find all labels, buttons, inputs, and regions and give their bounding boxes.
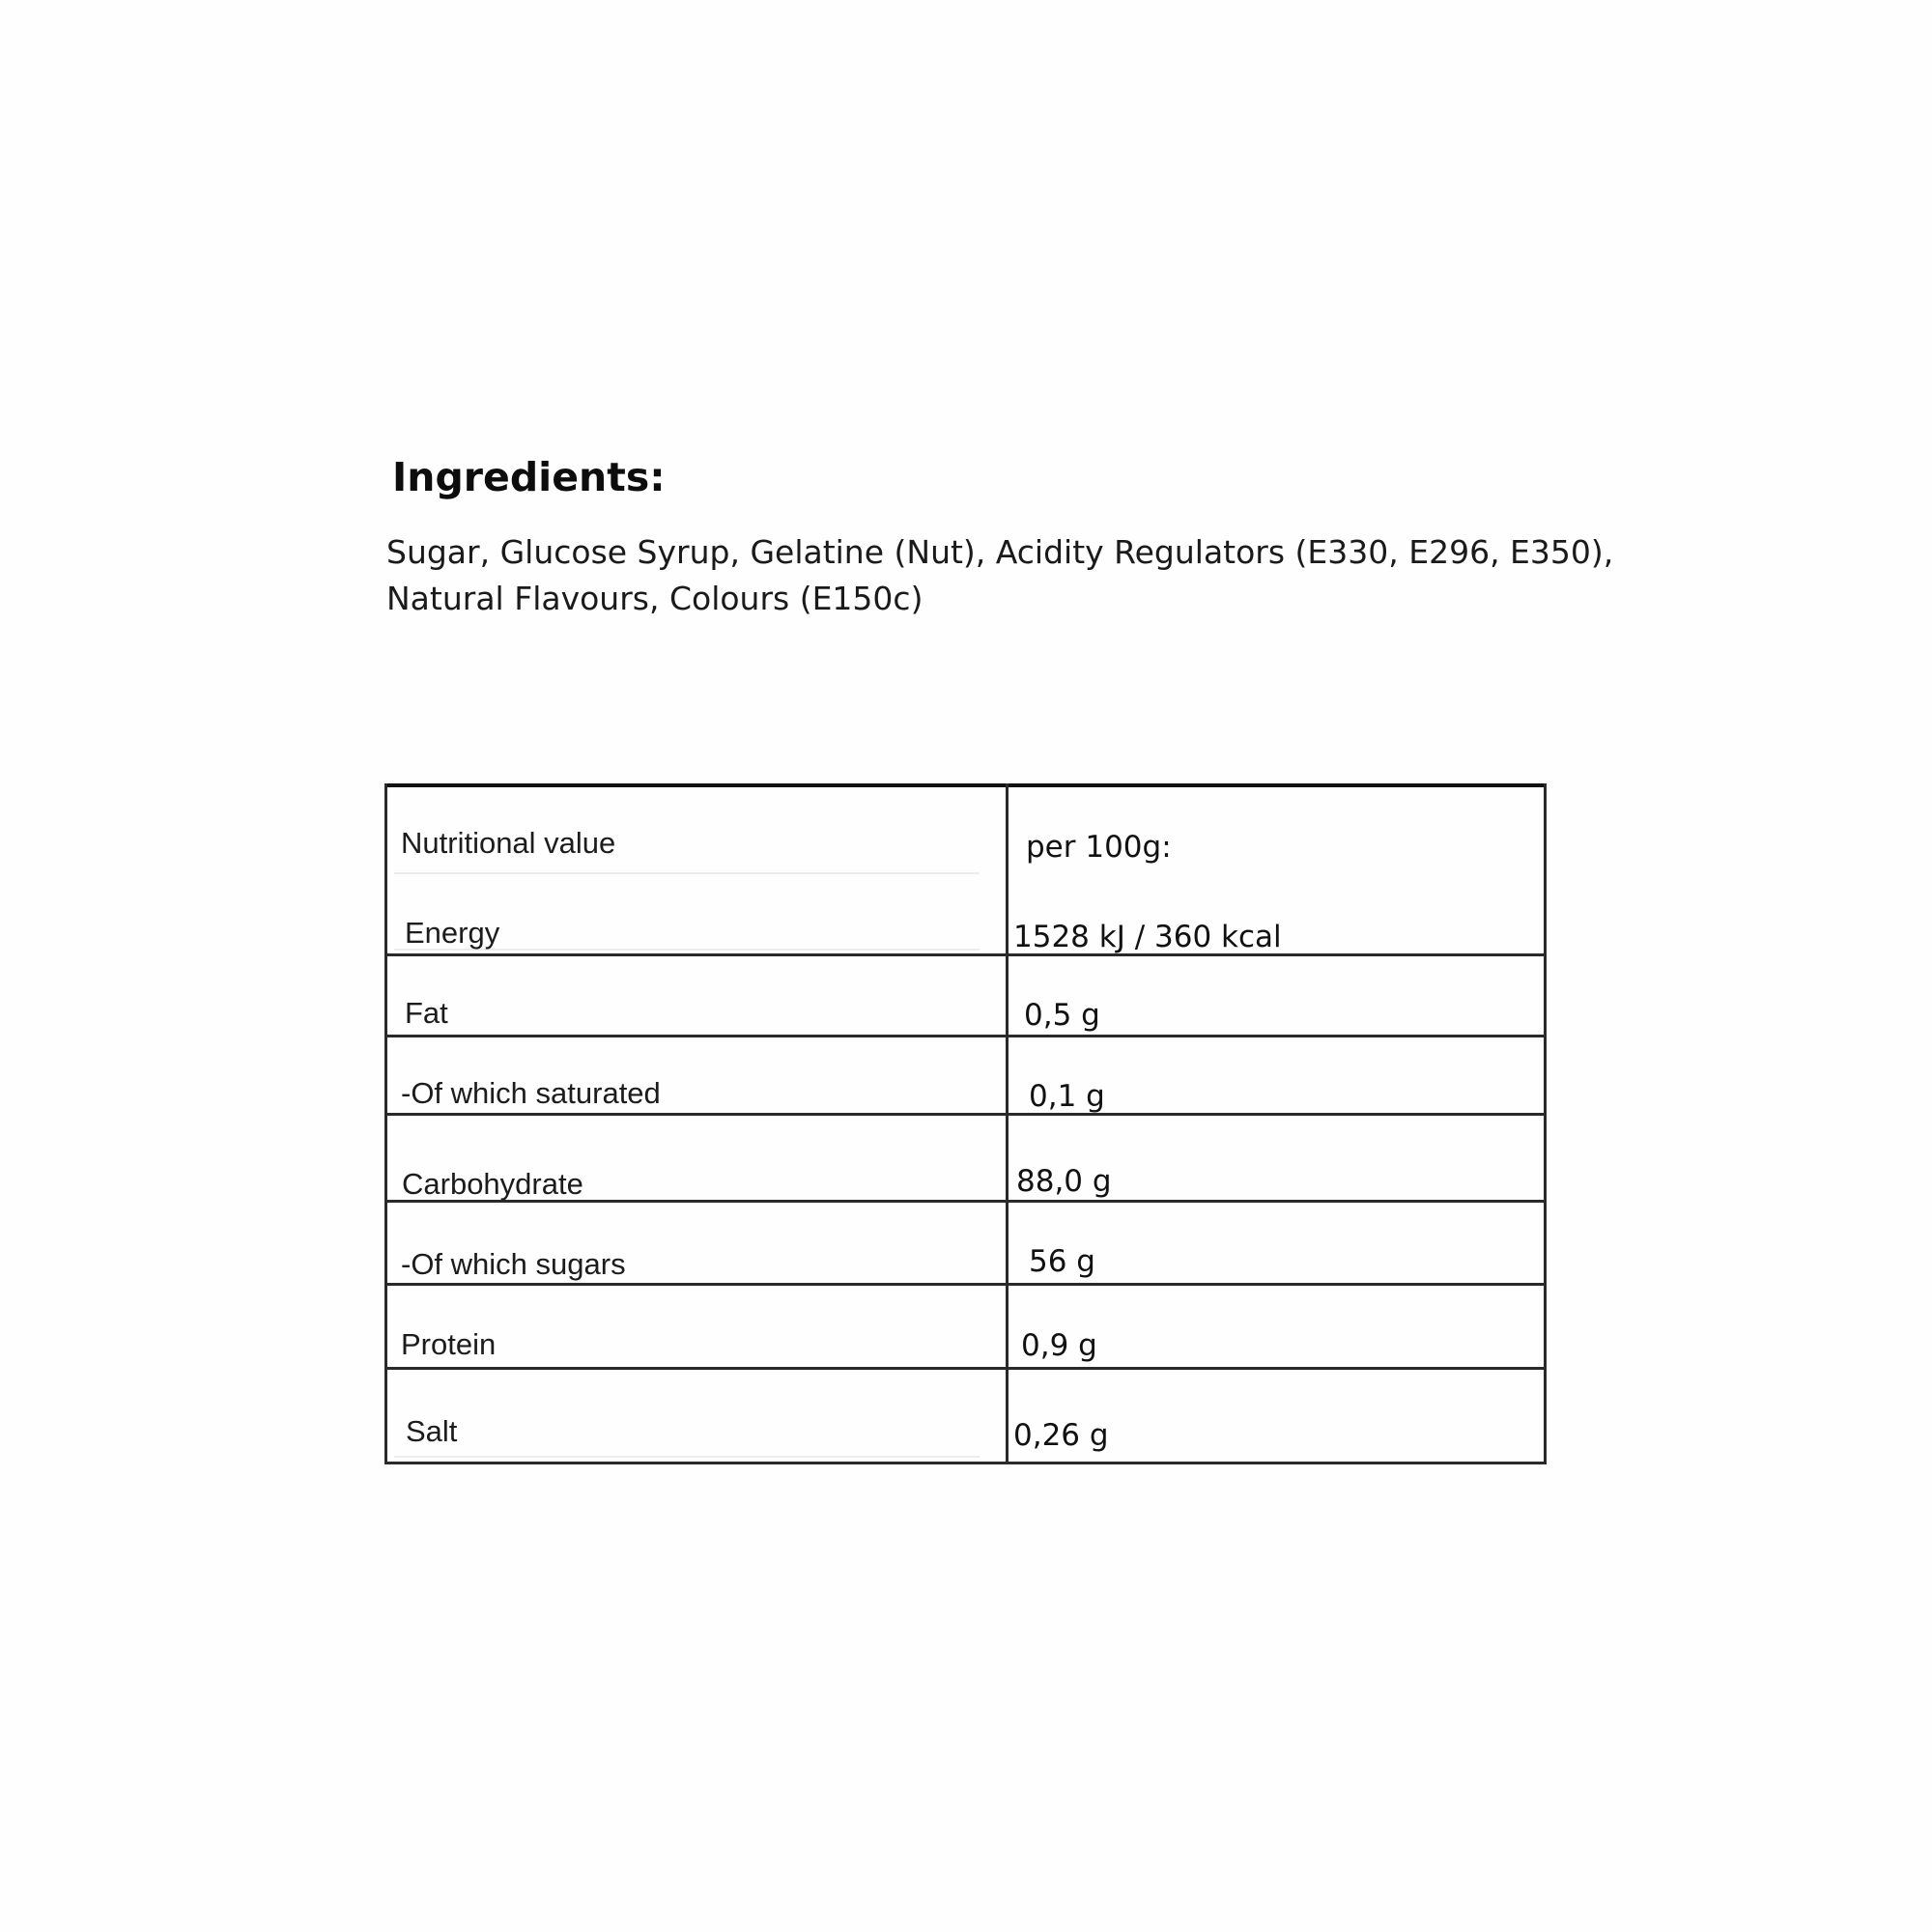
row-value-energy: 1528 kJ / 360 kcal	[1013, 920, 1282, 954]
table-top-border	[384, 783, 1547, 787]
table-left-border	[384, 783, 387, 1464]
faint-rule	[394, 1456, 980, 1458]
table-row-divider	[384, 1035, 1547, 1037]
table-bottom-border	[384, 1462, 1547, 1464]
ingredients-text	[386, 529, 1614, 622]
row-value-carbohydrate: 88,0 g	[1016, 1164, 1112, 1199]
ingredients-line: Natural Flavours, Colours (E150c)	[386, 580, 923, 617]
faint-rule	[394, 872, 980, 874]
row-label-energy: Energy	[405, 916, 500, 950]
row-value-fat: 0,5 g	[1024, 998, 1100, 1033]
table-column-divider	[1006, 783, 1009, 1464]
table-row-divider	[384, 1283, 1547, 1286]
row-label-saturated: -Of which saturated	[401, 1076, 661, 1110]
row-value-protein: 0,9 g	[1021, 1328, 1097, 1363]
row-label-fat: Fat	[405, 996, 448, 1030]
row-label-carbohydrate: Carbohydrate	[402, 1167, 583, 1201]
table-header-value: per 100g:	[1026, 830, 1172, 865]
ingredients-heading: Ingredients:	[392, 454, 666, 500]
table-row-divider	[384, 1113, 1547, 1116]
row-label-salt: Salt	[406, 1414, 458, 1448]
table-row-divider	[384, 1367, 1547, 1370]
row-value-sugars: 56 g	[1029, 1244, 1095, 1279]
row-label-protein: Protein	[401, 1327, 497, 1361]
table-right-border	[1544, 783, 1547, 1464]
row-label-sugars: -Of which sugars	[401, 1247, 626, 1281]
table-row-divider	[384, 953, 1547, 956]
row-value-saturated: 0,1 g	[1029, 1079, 1105, 1114]
nutrition-table	[384, 783, 1547, 1464]
table-header-label: Nutritional value	[401, 826, 616, 860]
ingredients-line: Sugar, Glucose Syrup, Gelatine (Nut), Acidity Regulators (E330, E296, E350),	[386, 533, 1614, 571]
row-value-salt: 0,26 g	[1013, 1418, 1109, 1453]
